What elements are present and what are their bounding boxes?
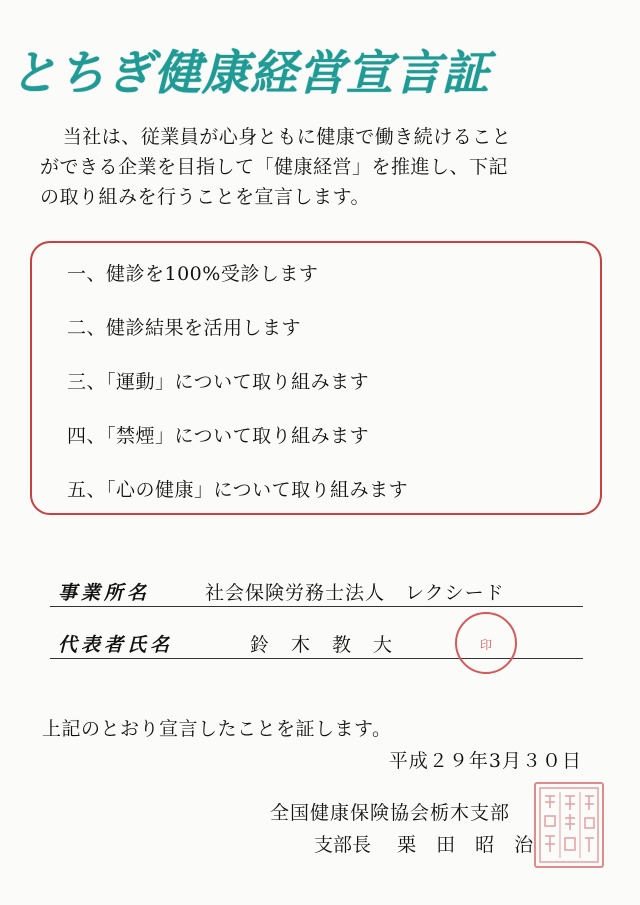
representative-seal-icon: 印 <box>455 612 517 674</box>
pledge-item-3: 三、「運動」について取り組みます <box>67 371 370 393</box>
office-label: 事業所名 <box>58 582 151 604</box>
intro-line-1: 当社は、従業員が心身ともに健康で働き続けること <box>62 126 512 148</box>
representative-name: 鈴木教大 <box>250 634 415 656</box>
office-row <box>50 578 583 607</box>
page-title: とちぎ健康経営宣言証 <box>10 46 490 101</box>
issuer-organization: 全国健康保険協会栃木支部 <box>270 802 511 824</box>
head-title: 支部長 <box>314 834 372 856</box>
pledge-item-5: 五、「心の健康」について取り組みます <box>67 479 409 501</box>
pledge-box <box>30 241 602 515</box>
head-name: 栗田昭治 <box>397 834 554 856</box>
issuer-head <box>314 830 553 857</box>
representative-label: 代表者氏名 <box>58 634 174 656</box>
intro-paragraph <box>40 122 600 212</box>
pledge-item-1: 一、健診を100%受診します <box>67 263 319 285</box>
pledge-item-4: 四、「禁煙」について取り組みます <box>67 425 370 447</box>
intro-line-2: ができる企業を目指して「健康経営」を推進し、下記 <box>40 156 509 178</box>
intro-line-3: の取り組みを行うことを宣言します。 <box>40 186 370 208</box>
official-stamp-icon <box>534 782 604 868</box>
office-value: 社会保険労務士法人 レクシード <box>205 582 505 604</box>
closing-statement: 上記のとおり宣言したことを証します。 <box>42 718 392 740</box>
pledge-item-2: 二、健診結果を活用します <box>67 317 302 339</box>
issue-date: 平成２９年3月３０日 <box>388 750 582 772</box>
